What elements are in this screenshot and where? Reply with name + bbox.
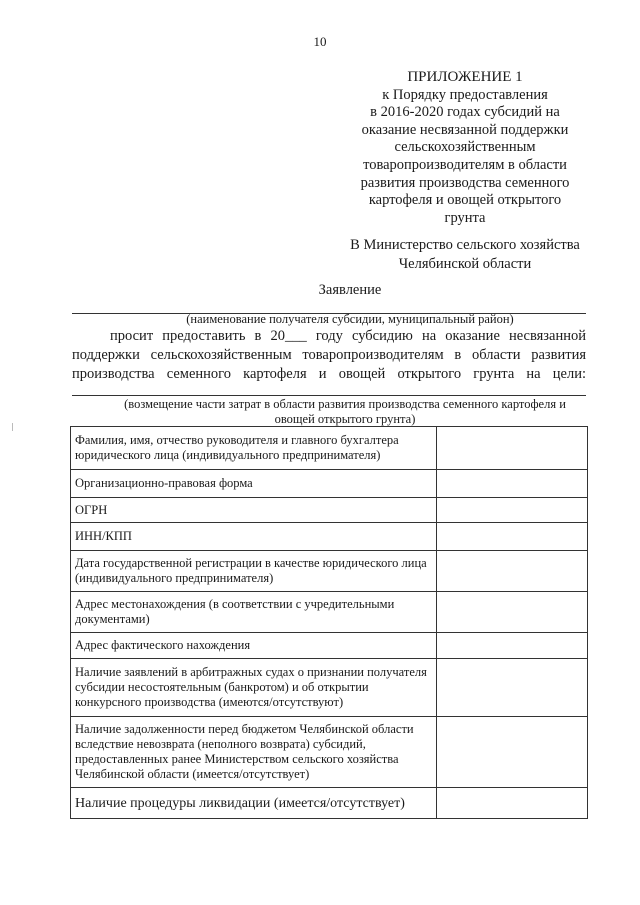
appendix-line: развития производства семенного — [360, 174, 570, 191]
field-value — [437, 551, 588, 592]
addressee-line: В Министерство сельского хозяйства — [350, 237, 580, 253]
table-row — [71, 551, 588, 592]
field-label: Адрес местонахождения (в соответствии с учредительными документами) — [71, 592, 437, 633]
field-value — [437, 659, 588, 717]
table-row — [71, 717, 588, 788]
field-label: Наличие заявлений в арбитражных судах о признании получателя субсидии несостоятельным (банкротом) и об открытии конкурсного производства (имеются/отсутствуют) — [71, 659, 437, 717]
body-line: поддержки сельскохозяйственным товаропроизводителям в области развития — [72, 347, 586, 363]
table-row — [71, 427, 588, 470]
appendix-line: сельскохозяйственным — [394, 139, 536, 156]
table-row — [71, 788, 588, 819]
field-value — [437, 788, 588, 819]
appendix-header — [345, 69, 585, 227]
table-row — [71, 498, 588, 523]
document-title: Заявление — [318, 282, 382, 298]
field-label: ИНН/КПП — [71, 523, 437, 551]
recipient-caption: (наименование получателя субсидии, муниципальный район) — [186, 312, 514, 326]
field-value — [437, 470, 588, 498]
field-label: Фамилия, имя, отчество руководителя и главного бухгалтера юридического лица (индивидуального предпринимателя) — [71, 427, 437, 470]
field-label: Наличие задолженности перед бюджетом Челябинской области вследствие невозврата (неполного возврата) субсидий, предоставленных ранее Министерством сельского хозяйства Челябинской области (имеется/отсутствует) — [71, 717, 437, 788]
field-label: Организационно-правовая форма — [71, 470, 437, 498]
field-value — [437, 498, 588, 523]
field-value — [437, 717, 588, 788]
field-value — [437, 592, 588, 633]
appendix-line: в 2016-2020 годах субсидий на — [370, 104, 560, 121]
field-value — [437, 523, 588, 551]
page-number: 10 — [313, 34, 327, 49]
appendix-line: картофеля и овощей открытого — [368, 192, 562, 209]
body-line: просит предоставить в 20___ году субсидию на оказание несвязанной — [110, 328, 586, 344]
addressee-line: Челябинской области — [398, 256, 532, 272]
appendix-line: к Порядку предоставления — [382, 86, 548, 103]
field-label: Дата государственной регистрации в качестве юридического лица (индивидуального предпринимателя) — [71, 551, 437, 592]
appendix-title: ПРИЛОЖЕНИЕ 1 — [407, 69, 523, 85]
applicant-info-table — [70, 426, 588, 819]
appendix-line: грунта — [444, 209, 486, 226]
field-label: Адрес фактического нахождения — [71, 633, 437, 659]
appendix-line: оказание несвязанной поддержки — [361, 121, 569, 138]
appendix-line: товаропроизводителям в области — [363, 156, 567, 173]
field-value — [437, 427, 588, 470]
field-label: Наличие процедуры ликвидации (имеется/отсутствует) — [71, 788, 437, 819]
purpose-blank-line — [72, 395, 586, 396]
purpose-caption: (возмещение части затрат в области развития производства семенного картофеля и овощей открытого грунта) — [124, 397, 566, 426]
table-row — [71, 659, 588, 717]
table-row — [71, 523, 588, 551]
table-row — [71, 633, 588, 659]
field-label: ОГРН — [71, 498, 437, 523]
body-line: производства семенного картофеля и овощей открытого грунта на цели: — [72, 366, 586, 382]
field-value — [437, 633, 588, 659]
table-row — [71, 470, 588, 498]
table-row — [71, 592, 588, 633]
scan-margin-mark — [12, 423, 13, 431]
addressee-block — [335, 236, 595, 274]
